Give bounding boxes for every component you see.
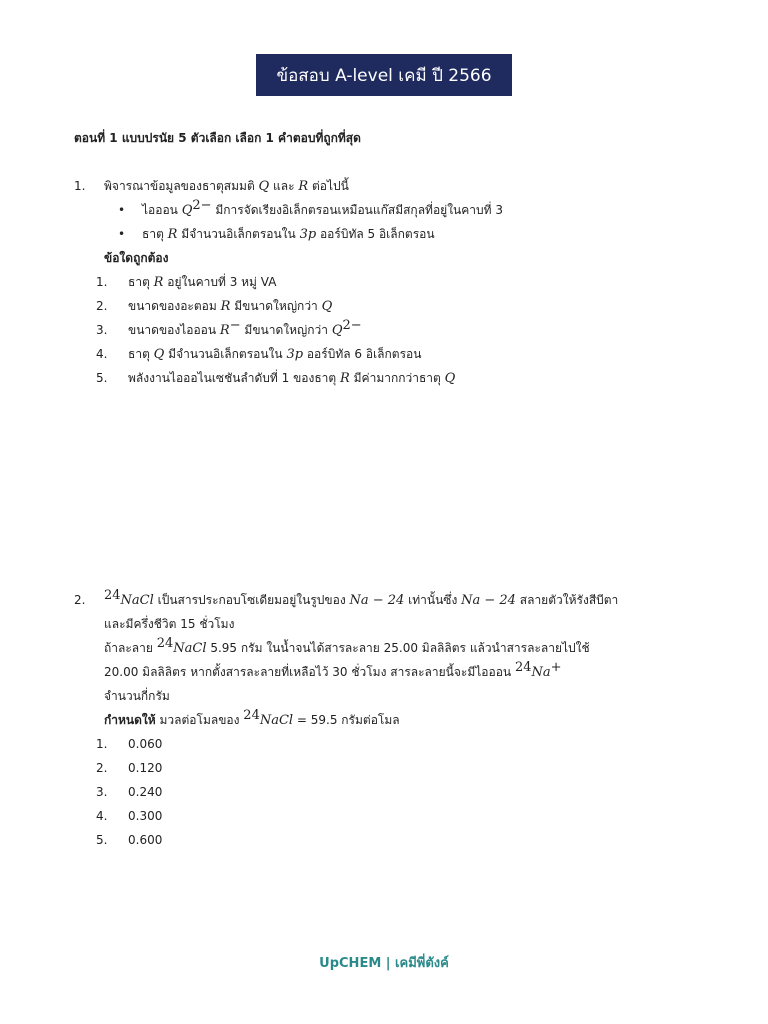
- bullet1-text-b: มีการจัดเรียงอิเล็กตรอนเหมือนแก๊สมีสกุลที่อยู่ในคาบที่ 3: [211, 203, 504, 217]
- q2-given: [74, 708, 674, 732]
- option-text: มีค่ามากกว่าธาตุ: [349, 371, 445, 385]
- q1-question-text: ข้อใดถูกต้อง: [104, 251, 169, 265]
- q2-line-4: [74, 660, 674, 684]
- footer-brand: UpCHEM | เคมีพี่ตังค์: [319, 956, 449, 971]
- option-number: 3.: [96, 785, 108, 799]
- bullet-icon: •: [118, 227, 126, 241]
- var-q: Q: [153, 347, 165, 362]
- var-r: R: [219, 323, 230, 338]
- q1-bullet-2: [74, 222, 674, 246]
- var-q: Q: [258, 179, 270, 194]
- option-value: 0.240: [128, 785, 163, 799]
- option-text: อยู่ในคาบที่ 3 หมู่ VA: [163, 275, 277, 289]
- q2-number: 2.: [74, 593, 86, 607]
- var-q: Q: [331, 323, 343, 338]
- q2-text: จำนวนกี่กรัม: [104, 689, 170, 703]
- q2-text: ถ้าละลาย: [104, 641, 157, 655]
- compound-nacl: NaCl: [259, 713, 294, 728]
- option-number: 1.: [96, 275, 108, 289]
- mass-number: 24: [104, 588, 121, 603]
- option-number: 2.: [96, 761, 108, 775]
- bullet2-text-c: ออร์บิทัล 5 อิเล็กตรอน: [316, 227, 435, 241]
- q2-text: เป็นสารประกอบโซเดียมอยู่ในรูปของ: [153, 593, 350, 607]
- option-text: มีขนาดใหญ่กว่า: [240, 323, 332, 337]
- compound-nacl: NaCl: [120, 593, 154, 608]
- question-2: [74, 588, 674, 852]
- option-number: 1.: [96, 737, 108, 751]
- q2-line-3: [74, 636, 674, 660]
- option-text: พลังงานไอออไนเซชันลำดับที่ 1 ของธาตุ: [128, 371, 341, 385]
- option-text: ขนาดของอะตอม: [128, 299, 221, 313]
- q2-option-3[interactable]: [74, 780, 674, 804]
- option-value: 0.120: [128, 761, 163, 775]
- bullet2-text-b: มีจำนวนอิเล็กตรอนใน: [177, 227, 300, 241]
- option-number: 4.: [96, 347, 108, 361]
- option-value: 0.060: [128, 737, 163, 751]
- title-banner: [256, 54, 512, 96]
- q1-stem-text-b: และ: [269, 179, 299, 193]
- q2-line-1: [74, 588, 674, 612]
- orbital-3p: 3p: [299, 227, 317, 242]
- var-q: Q: [181, 203, 193, 218]
- mass-number: 24: [243, 708, 260, 723]
- q1-stem-text-c: ต่อไปนี้: [308, 179, 349, 193]
- q2-option-2[interactable]: [74, 756, 674, 780]
- var-r: R: [220, 299, 231, 314]
- section-heading: ตอนที่ 1 แบบปรนัย 5 ตัวเลือก เลือก 1 คำตอบที่ถูกที่สุด: [74, 131, 361, 145]
- bullet2-text-a: ธาตุ: [142, 227, 168, 241]
- option-text: ธาตุ: [128, 347, 154, 361]
- bullet1-text-a: ไอออน: [142, 203, 182, 217]
- q2-text: 5.95 กรัม ในน้ำจนได้สารละลาย 25.00 มิลลิลิตร แล้วนำสารละลายไปใช้: [206, 641, 590, 655]
- option-text: มีขนาดใหญ่กว่า: [230, 299, 322, 313]
- q1-option-2[interactable]: [74, 294, 674, 318]
- isotope-na24: Na − 24: [349, 593, 405, 608]
- q1-question: [74, 246, 674, 270]
- option-text: มีจำนวนอิเล็กตรอนใน: [164, 347, 287, 361]
- charge-sup: +: [550, 660, 562, 675]
- option-text: ขนาดของไอออน: [128, 323, 220, 337]
- q1-bullet-1: [74, 198, 674, 222]
- ion-na: Na: [531, 665, 551, 680]
- q2-text: และมีครึ่งชีวิต 15 ชั่วโมง: [104, 617, 235, 631]
- option-number: 5.: [96, 833, 108, 847]
- q1-number: 1.: [74, 179, 86, 193]
- q2-option-4[interactable]: [74, 804, 674, 828]
- q2-text: เท่านั้นซึ่ง: [404, 593, 462, 607]
- var-r: R: [153, 275, 164, 290]
- orbital-3p: 3p: [286, 347, 304, 362]
- option-number: 5.: [96, 371, 108, 385]
- q1-option-5[interactable]: [74, 366, 674, 390]
- bullet-icon: •: [118, 203, 126, 217]
- page-title: ข้อสอบ A-level เคมี ปี 2566: [276, 65, 492, 86]
- q1-option-4[interactable]: [74, 342, 674, 366]
- q1-stem-text-a: พิจารณาข้อมูลของธาตุสมมติ: [104, 179, 259, 193]
- q2-line-2: [74, 612, 674, 636]
- var-q: Q: [444, 371, 456, 386]
- option-text: ออร์บิทัล 6 อิเล็กตรอน: [303, 347, 422, 361]
- var-r: R: [340, 371, 350, 386]
- option-value: 0.600: [128, 833, 163, 847]
- var-r: R: [167, 227, 178, 242]
- q2-option-1[interactable]: [74, 732, 674, 756]
- var-q: Q: [321, 299, 333, 314]
- given-label: กำหนดให้: [104, 713, 156, 727]
- compound-nacl: NaCl: [173, 641, 207, 656]
- q1-option-1[interactable]: [74, 270, 674, 294]
- var-r: R: [298, 179, 309, 194]
- q2-option-5[interactable]: [74, 828, 674, 852]
- q2-text: มวลต่อโมลของ: [155, 713, 244, 727]
- q1-option-3[interactable]: [74, 318, 674, 342]
- q2-text: สลายตัวให้รังสีบีตา: [515, 593, 619, 607]
- q2-text: 20.00 มิลลิลิตร หากตั้งสารละลายที่เหลือไว้ 30 ชั่วโมง สารละลายนี้จะมีไอออน: [104, 665, 515, 679]
- option-value: 0.300: [128, 809, 163, 823]
- option-number: 2.: [96, 299, 108, 313]
- question-1: [74, 174, 674, 390]
- option-number: 4.: [96, 809, 108, 823]
- mass-number: 24: [514, 660, 532, 675]
- option-text: ธาตุ: [128, 275, 154, 289]
- charge-sup: 2−: [192, 198, 212, 213]
- q1-stem: [74, 174, 674, 198]
- charge-sup: 2−: [342, 318, 362, 333]
- q2-line-5: [74, 684, 674, 708]
- q2-text: = 59.5 กรัมต่อโมล: [293, 713, 400, 727]
- option-number: 3.: [96, 323, 108, 337]
- mass-number: 24: [156, 636, 174, 651]
- isotope-na24: Na − 24: [461, 593, 516, 608]
- charge-sup: −: [229, 318, 241, 333]
